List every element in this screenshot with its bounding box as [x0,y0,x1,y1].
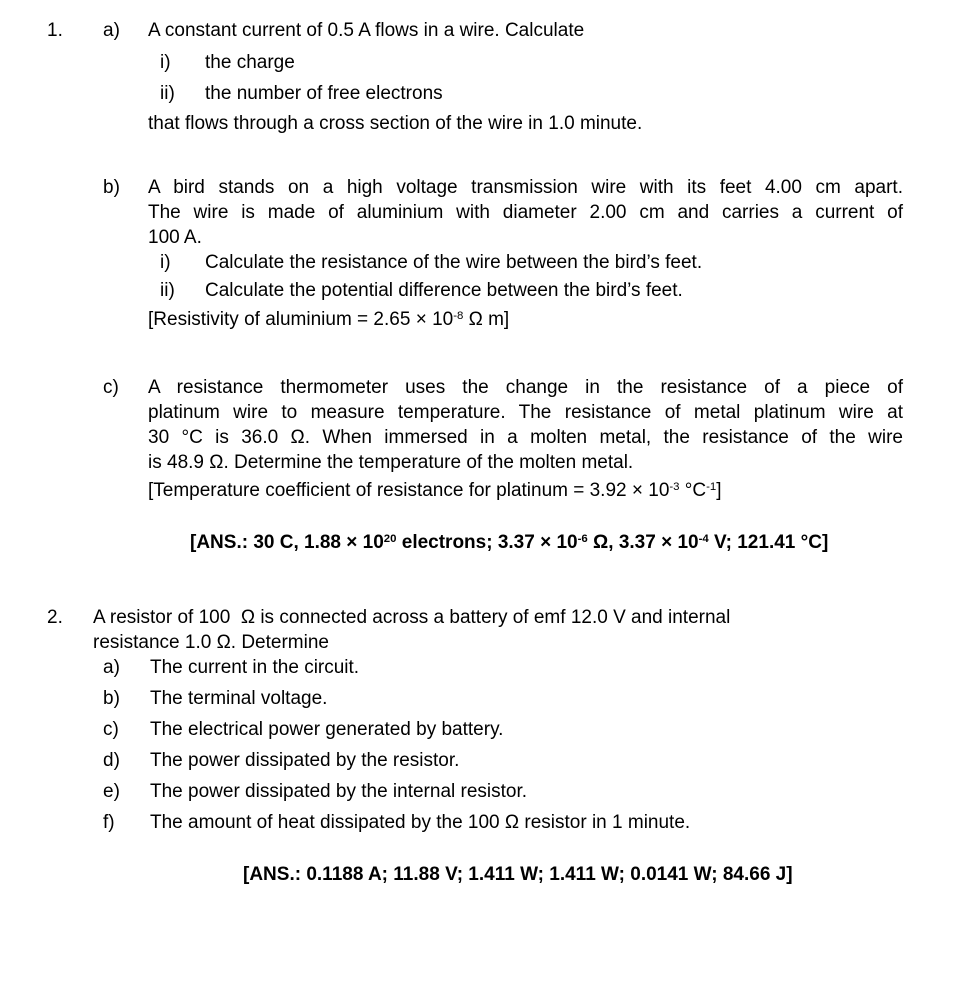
problem-2-item-b-label: b) [103,688,120,709]
problem-1-number: 1. [47,20,63,41]
problem-2-number: 2. [47,607,63,628]
part-b-item-i-text: Calculate the resistance of the wire between the bird’s feet. [205,252,703,273]
part-b-label: b) [103,177,120,198]
part-a-item-ii-label: ii) [160,83,175,104]
part-b-item-i-label: i) [160,252,171,273]
problem-2-item-f-text: The amount of heat dissipated by the 100 Ω resistor in 1 minute. [150,812,691,833]
problem-2-item-e-text: The power dissipated by the internal resistor. [150,781,528,802]
problem-2 [47,605,969,836]
part-a-label: a) [103,20,120,41]
part-a-item-ii [160,81,903,107]
part-c-body [148,375,903,504]
part-a-outro: that flows through a cross section of the wire in 1.0 minute. [148,113,643,134]
problem-1 [47,18,969,504]
problem-2-item-c-text: The electrical power generated by battery. [150,719,504,740]
part-c-paragraph-line: A resistance thermometer uses the change in the resistance of a piece of [148,377,903,398]
problem-2-item-e [103,779,730,805]
problem-2-item-e-label: e) [103,781,120,802]
part-a-item-i-text: the charge [205,52,295,73]
problem-2-item-a-label: a) [103,657,120,678]
part-b-item-ii [160,278,903,304]
problem-2-item-d-text: The power dissipated by the resistor. [150,750,460,771]
part-b-resistivity-note: [Resistivity of aluminium = $2.65 \times 10^{-8}$ Ω m] [148,309,510,330]
problem-1-answer-line: [ANS.: 30 C, $1.88 \times 10^{20}$ electrons; $3.37 \times 10^{-6}$ Ω, $3.37 \times 10^{-4}$ V; 121.41 °C] [190,532,829,553]
part-b-item-ii-label: ii) [160,280,175,301]
problem-2-item-c [103,717,730,743]
part-b-paragraph-line: The wire is made of aluminium with diameter 2.00 cm and carries a current of [148,202,903,223]
part-b-item-i [160,250,903,276]
problem-2-body [93,605,730,836]
problem-2-item-a-text: The current in the circuit. [150,657,360,678]
problem-1-part-c [103,375,903,504]
part-a-item-i-label: i) [160,52,171,73]
problem-1-parts [103,18,903,504]
part-b-item-ii-text: Calculate the potential difference between the bird’s feet. [205,280,683,301]
problem-1-part-b [103,175,903,333]
problem-1-part-a [103,18,903,137]
part-c-paragraph-line: 30 °C is 36.0 Ω. When immersed in a molten metal, the resistance of the wire [148,427,903,448]
part-a-item-ii-text: the number of free electrons [205,83,443,104]
problem-2-item-f-label: f) [103,812,115,833]
problem-2-item-a [103,655,730,681]
part-a-intro: A constant current of 0.5 A flows in a wire. Calculate [148,20,585,41]
part-c-coefficient-note: [Temperature coefficient of resistance for platinum = $3.92 \times 10^{-3}$ $^\circ C^{-1}$] [148,480,722,501]
part-a-item-i [160,50,903,76]
problem-2-item-b [103,686,730,712]
problem-2-paragraph-line: A resistor of 100 Ω is connected across a battery of emf 12.0 V and internal [93,607,731,628]
problem-2-paragraph-line: resistance 1.0 Ω. Determine [93,632,329,653]
problem-2-item-f [103,810,730,836]
part-b-body [148,175,903,333]
part-b-paragraph-line: 100 A. [148,227,202,248]
problem-2-item-d-label: d) [103,750,120,771]
problem-2-answer-line: [ANS.: 0.1188 A; 11.88 V; 1.411 W; 1.411 W; 0.0141 W; 84.66 J] [243,864,793,885]
part-c-paragraph-line: platinum wire to measure temperature. The resistance of metal platinum wire at [148,402,903,423]
problem-2-item-c-label: c) [103,719,119,740]
part-a-body [148,18,903,137]
part-c-paragraph-line: is 48.9 Ω. Determine the temperature of the molten metal. [148,452,634,473]
problem-2-item-b-text: The terminal voltage. [150,688,328,709]
problem-2-item-d [103,748,730,774]
part-b-paragraph-line: A bird stands on a high voltage transmission wire with its feet 4.00 cm apart. [148,177,903,198]
part-c-label: c) [103,377,119,398]
